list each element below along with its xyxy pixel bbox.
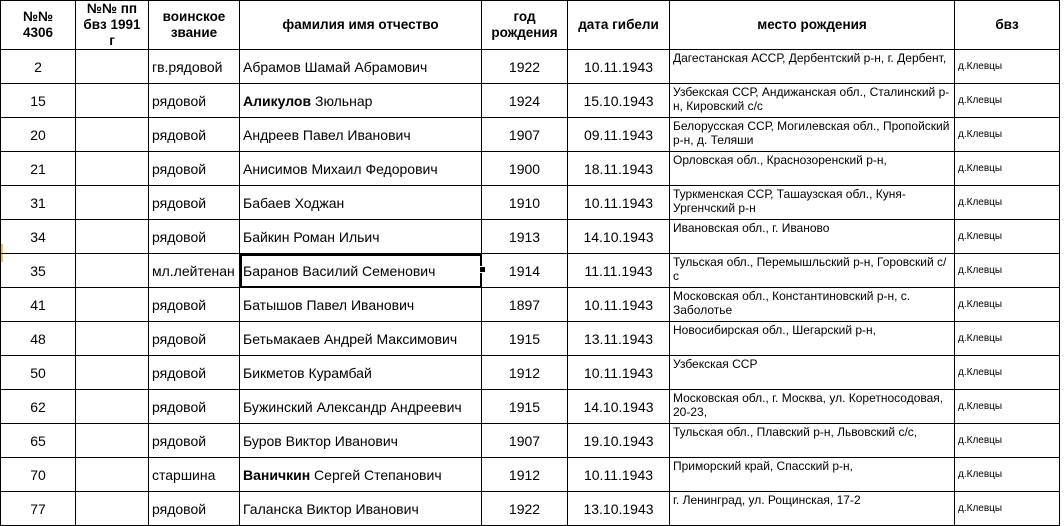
cell-rank[interactable]: гв.рядовой: [149, 50, 240, 84]
table-row: [1, 322, 1060, 356]
cell-num[interactable]: 65: [1, 424, 76, 458]
fio-text: Абрамов Шамай Абрамович: [243, 58, 428, 75]
cell-death-date[interactable]: 13.10.1943: [568, 492, 670, 526]
header-rank[interactable]: воинское звание: [149, 1, 240, 50]
fill-handle[interactable]: [479, 266, 486, 273]
header-pp[interactable]: №№ пп бвз 1991 г: [76, 1, 149, 50]
cell-year[interactable]: 1922: [482, 492, 568, 526]
fio-text: Бужинский Александр Андреевич: [243, 398, 462, 415]
cell-bvz[interactable]: д.Клевцы: [955, 492, 1060, 526]
fio-text: Бикметов Курамбай: [243, 364, 372, 381]
cell-name[interactable]: [240, 152, 482, 186]
table-row: [1, 50, 1060, 84]
table-row: [1, 152, 1060, 186]
table-row: [1, 186, 1060, 220]
cell-birthplace[interactable]: Узбекская ССР, Андижанская обл., Сталинский р-н, Кировский с/с: [670, 84, 955, 118]
cell-name[interactable]: [240, 84, 482, 118]
cell-pp[interactable]: [76, 356, 149, 390]
cell-num[interactable]: 21: [1, 152, 76, 186]
cell-rank[interactable]: рядовой: [149, 220, 240, 254]
bold-surname: Аликулов: [243, 92, 312, 109]
cell-birthplace[interactable]: г. Ленинград, ул. Рощинская, 17-2: [670, 492, 955, 526]
cell-year[interactable]: 1913: [482, 220, 568, 254]
cell-bvz[interactable]: д.Клевцы: [955, 84, 1060, 118]
cell-birthplace[interactable]: Новосибирская обл., Шегарский р-н,: [670, 322, 955, 356]
fio-text: Галанска Виктор Иванович: [243, 500, 419, 517]
header-row: [1, 1, 1060, 50]
cell-rank[interactable]: рядовой: [149, 84, 240, 118]
cell-pp[interactable]: [76, 152, 149, 186]
cell-pp[interactable]: [76, 84, 149, 118]
cell-name[interactable]: [240, 50, 482, 84]
cell-num[interactable]: 2: [1, 50, 76, 84]
header-fio[interactable]: фамилия имя отчество: [240, 1, 482, 50]
cell-name[interactable]: [240, 492, 482, 526]
cell-bvz[interactable]: д.Клевцы: [955, 390, 1060, 424]
cell-death-date[interactable]: 14.10.1943: [568, 390, 670, 424]
cell-bvz[interactable]: д.Клевцы: [955, 220, 1060, 254]
cell-num[interactable]: 77: [1, 492, 76, 526]
cell-pp[interactable]: [76, 186, 149, 220]
cell-year[interactable]: 1924: [482, 84, 568, 118]
cell-pp[interactable]: [76, 390, 149, 424]
cell-bvz[interactable]: д.Клевцы: [955, 424, 1060, 458]
cell-birthplace[interactable]: Московская обл., г. Москва, ул. Коретносодовая, 20-23,: [670, 390, 955, 424]
fio-text: Батышов Павел Иванович: [243, 296, 415, 313]
cell-num[interactable]: 20: [1, 118, 76, 152]
cell-pp[interactable]: [76, 288, 149, 322]
cell-num[interactable]: 70: [1, 458, 76, 492]
cell-num[interactable]: 15: [1, 84, 76, 118]
cell-bvz[interactable]: д.Клевцы: [955, 152, 1060, 186]
cell-name[interactable]: [240, 458, 482, 492]
fio-text: Андреев Павел Иванович: [243, 126, 411, 143]
cell-bvz[interactable]: д.Клевцы: [955, 254, 1060, 288]
cell-name[interactable]: [240, 390, 482, 424]
cell-death-date[interactable]: 10.11.1943: [568, 50, 670, 84]
cell-year[interactable]: 1912: [482, 356, 568, 390]
cell-death-date[interactable]: 13.11.1943: [568, 322, 670, 356]
cell-num[interactable]: 35: [1, 254, 76, 288]
cell-num[interactable]: 50: [1, 356, 76, 390]
cell-death-date[interactable]: 15.10.1943: [568, 84, 670, 118]
cell-rank[interactable]: рядовой: [149, 424, 240, 458]
table-row: [1, 118, 1060, 152]
cell-death-date[interactable]: 18.11.1943: [568, 152, 670, 186]
cell-rank[interactable]: рядовой: [149, 390, 240, 424]
cell-name[interactable]: [240, 356, 482, 390]
fio-text: Бетьмакаев Андрей Максимович: [243, 330, 458, 347]
cell-death-date[interactable]: 10.11.1943: [568, 288, 670, 322]
cell-rank[interactable]: мл.лейтенан: [149, 254, 240, 288]
cell-birthplace[interactable]: Орловская обл., Краснозоренский р-н,: [670, 152, 955, 186]
header-bvz[interactable]: бвз: [955, 1, 1060, 50]
cell-pp[interactable]: [76, 458, 149, 492]
cell-num[interactable]: 34: [1, 220, 76, 254]
cell-rank[interactable]: рядовой: [149, 288, 240, 322]
table-row: [1, 424, 1060, 458]
cell-death-date[interactable]: 11.11.1943: [568, 254, 670, 288]
cell-death-date[interactable]: 10.11.1943: [568, 356, 670, 390]
cell-rank[interactable]: рядовой: [149, 118, 240, 152]
cell-name[interactable]: [240, 186, 482, 220]
header-death-date[interactable]: дата гибели: [568, 1, 670, 50]
fio-text: Буров Виктор Иванович: [243, 432, 398, 449]
table-row: [1, 492, 1060, 526]
fio-text: Баранов Василий Семенович: [243, 262, 436, 279]
cell-bvz[interactable]: д.Клевцы: [955, 118, 1060, 152]
cell-death-date[interactable]: 19.10.1943: [568, 424, 670, 458]
cell-pp[interactable]: [76, 424, 149, 458]
cell-year[interactable]: 1915: [482, 322, 568, 356]
fio-text: Зюльнар: [311, 92, 373, 109]
cell-birthplace[interactable]: Ивановская обл., г. Иваново: [670, 220, 955, 254]
table-row: [1, 390, 1060, 424]
fio-text: Сергей Степанович: [310, 466, 442, 483]
cell-pp[interactable]: [76, 220, 149, 254]
cell-year[interactable]: 1907: [482, 118, 568, 152]
cell-pp[interactable]: [76, 50, 149, 84]
cell-name[interactable]: [240, 220, 482, 254]
cell-year[interactable]: 1910: [482, 186, 568, 220]
cell-bvz[interactable]: д.Клевцы: [955, 288, 1060, 322]
cell-birthplace[interactable]: Дагестанская АССР, Дербентский р-н, г. Дербент,: [670, 50, 955, 84]
cell-birthplace[interactable]: Узбекская ССР: [670, 356, 955, 390]
cell-death-date[interactable]: 14.10.1943: [568, 220, 670, 254]
cell-pp[interactable]: [76, 322, 149, 356]
cell-death-date[interactable]: 09.11.1943: [568, 118, 670, 152]
fio-text: Байкин Роман Ильич: [243, 228, 380, 245]
fio-text: Бабаев Ходжан: [243, 194, 345, 211]
cell-year[interactable]: 1907: [482, 424, 568, 458]
cell-year[interactable]: 1897: [482, 288, 568, 322]
cell-num[interactable]: 41: [1, 288, 76, 322]
cell-name[interactable]: [240, 424, 482, 458]
table-row: [1, 220, 1060, 254]
cell-rank[interactable]: рядовой: [149, 152, 240, 186]
cell-num[interactable]: 48: [1, 322, 76, 356]
cell-rank[interactable]: рядовой: [149, 186, 240, 220]
cell-pp[interactable]: [76, 254, 149, 288]
cell-year[interactable]: 1922: [482, 50, 568, 84]
cell-year[interactable]: 1915: [482, 390, 568, 424]
cell-pp[interactable]: [76, 118, 149, 152]
cell-death-date[interactable]: 10.11.1943: [568, 186, 670, 220]
cell-bvz[interactable]: д.Клевцы: [955, 458, 1060, 492]
cell-name[interactable]: [240, 118, 482, 152]
header-birthplace[interactable]: место рождения: [670, 1, 955, 50]
fio-text: Анисимов Михаил Федорович: [243, 160, 438, 177]
cell-year[interactable]: 1914: [482, 254, 568, 288]
cell-name[interactable]: [240, 322, 482, 356]
bold-surname: Ваничкин: [243, 466, 311, 483]
header-num[interactable]: №№ 4306: [1, 1, 76, 50]
cell-birthplace[interactable]: Тульская обл., Перемышльский р-н, Горовский с/с: [670, 254, 955, 288]
cell-rank[interactable]: рядовой: [149, 492, 240, 526]
cell-name[interactable]: [240, 254, 482, 288]
cell-birthplace[interactable]: Приморский край, Спасский р-н,: [670, 458, 955, 492]
cell-bvz[interactable]: д.Клевцы: [955, 356, 1060, 390]
table-row: [1, 458, 1060, 492]
table-row: [1, 356, 1060, 390]
cell-year[interactable]: 1912: [482, 458, 568, 492]
cell-birthplace[interactable]: Московская обл., Константиновский р-н, с. Заболотье: [670, 288, 955, 322]
cell-birthplace[interactable]: Белорусская ССР, Могилевская обл., Пропойский р-н, д. Теляши: [670, 118, 955, 152]
table-row: [1, 288, 1060, 322]
table-row: [1, 254, 1060, 288]
cell-rank[interactable]: рядовой: [149, 356, 240, 390]
cell-bvz[interactable]: д.Клевцы: [955, 322, 1060, 356]
table-row: [1, 84, 1060, 118]
cell-name[interactable]: [240, 288, 482, 322]
header-year[interactable]: год рождения: [482, 1, 568, 50]
cell-rank[interactable]: рядовой: [149, 322, 240, 356]
cell-year[interactable]: 1900: [482, 152, 568, 186]
cell-rank[interactable]: старшина: [149, 458, 240, 492]
cell-birthplace[interactable]: Тульская обл., Плавский р-н, Львовский с/с,: [670, 424, 955, 458]
cell-birthplace[interactable]: Туркменская ССР, Ташаузская обл., Куня-Ургенчский р-н: [670, 186, 955, 220]
cell-death-date[interactable]: 10.11.1943: [568, 458, 670, 492]
cell-bvz[interactable]: д.Клевцы: [955, 186, 1060, 220]
cell-num[interactable]: 62: [1, 390, 76, 424]
cell-bvz[interactable]: д.Клевцы: [955, 50, 1060, 84]
cell-num[interactable]: 31: [1, 186, 76, 220]
cell-pp[interactable]: [76, 492, 149, 526]
